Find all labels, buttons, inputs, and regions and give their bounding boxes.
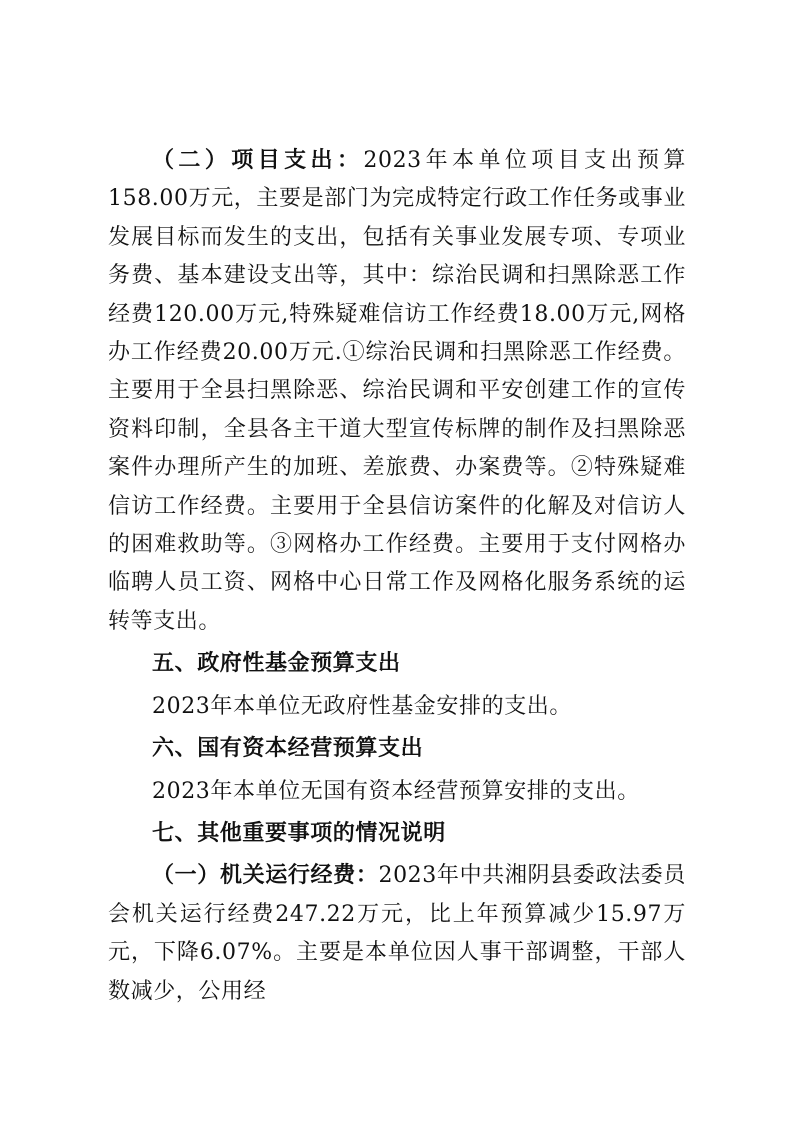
section-6-text: 2023年本单位无国有资本经营预算安排的支出。 xyxy=(152,778,640,804)
project-expense-lead: （二）项目支出： xyxy=(152,148,364,173)
project-expense-text: 2023年本单位项目支出预算158.00万元，主要是部门为完成特定行政工作任务或事业发展目标而发生的支出，包括有关事业发展专项、专项业务费、基本建设支出等，其中：综治民调和扫黑除恶工作经费120.00万元,特殊疑难信访工作经费18.00万元,网格办工作经费20.00万元.①综治民调和扫黑除恶工作经费。主要用于全县扫黑除恶、综治民调和平安创建工作的宣传资料印制，全县各主干道大型宣传标牌的制作及扫黑除恶案件办理所产生的加班、差旅费、办案费等。②特殊疑难信访工作经费。主要用于全县信访案件的化解及对信访人的困难救助等。③网格办工作经费。主要用于支付网格办临聘人员工资、网格中心日常工作及网格化服务系统的运转等支出。 xyxy=(108,148,687,634)
section-7-sub1-paragraph xyxy=(108,857,686,1011)
project-expense-paragraph xyxy=(108,142,686,641)
section-7-sub1-text: 2023年中共湘阴县委政法委员会机关运行经费247.22万元，比上年预算减少15.97万元，下降6.07%。主要是本单位因人事干部调整，干部人数减少，公用经 xyxy=(108,863,686,1004)
section-6-heading: 六、国有资本经营预算支出 xyxy=(152,736,424,762)
section-5-text: 2023年本单位无政府性基金安排的支出。 xyxy=(152,693,572,719)
section-7-heading: 七、其他重要事项的情况说明 xyxy=(152,820,446,846)
section-7-sub1-lead: （一）机关运行经费： xyxy=(152,863,379,889)
document-body xyxy=(108,142,686,1011)
section-5-heading: 五、政府性基金预算支出 xyxy=(152,651,401,677)
